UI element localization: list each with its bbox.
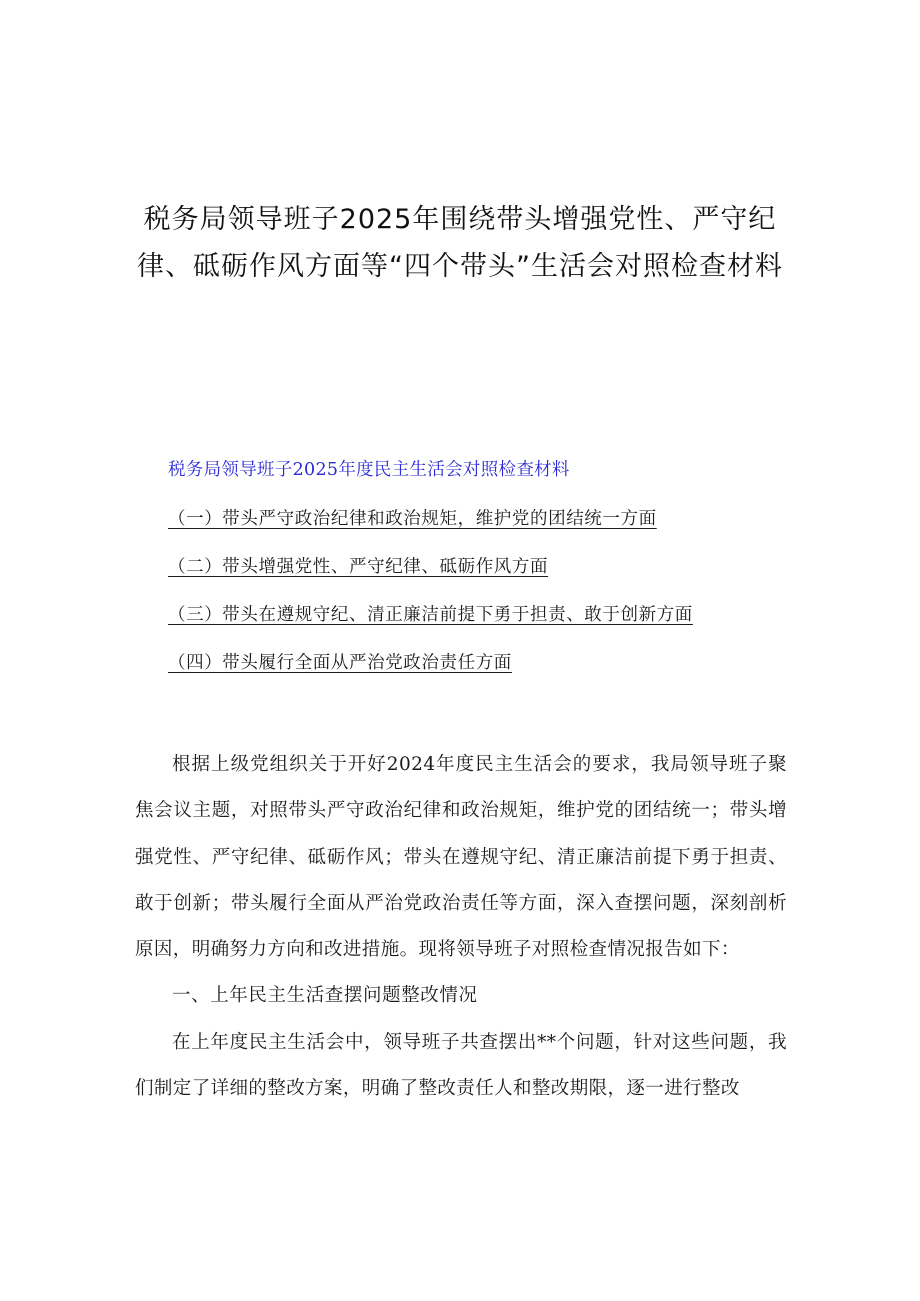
toc-item-4[interactable]: （四）带头履行全面从严治党政治责任方面 [168, 653, 512, 673]
document-body [135, 742, 787, 1112]
document-title: 税务局领导班子2025年围绕带头增强党性、严守纪律、砥砺作风方面等“四个带头”生活会对照检查材料 [137, 204, 783, 282]
toc-heading[interactable]: 税务局领导班子2025年度民主生活会对照检查材料 [168, 460, 570, 480]
intro-paragraph: 根据上级党组织关于开好2024年度民主生活会的要求，我局领导班子聚焦会议主题，对照带头严守政治纪律和政治规矩，维护党的团结统一；带头增强党性、严守纪律、砥砺作风；带头在遵规守纪、清正廉洁前提下勇于担责、敢于创新；带头履行全面从严治党政治责任等方面，深入查摆问题，深刻剖析原因，明确努力方向和改进措施。现将领导班子对照检查情况报告如下： [135, 754, 787, 961]
toc-item-3[interactable]: （三）带头在遵规守纪、清正廉洁前提下勇于担责、敢于创新方面 [168, 605, 693, 625]
toc-item-2[interactable]: （二）带头增强党性、严守纪律、砥砺作风方面 [168, 557, 549, 577]
section-paragraph: 在上年度民主生活会中，领导班子共查摆出**个问题，针对这些问题，我们制定了详细的整改方案，明确了整改责任人和整改期限，逐一进行整改 [135, 1031, 787, 1100]
toc-item-1[interactable]: （一）带头严守政治纪律和政治规矩，维护党的团结统一方面 [168, 509, 657, 529]
section-heading: 一、上年民主生活查摆问题整改情况 [172, 985, 478, 1007]
